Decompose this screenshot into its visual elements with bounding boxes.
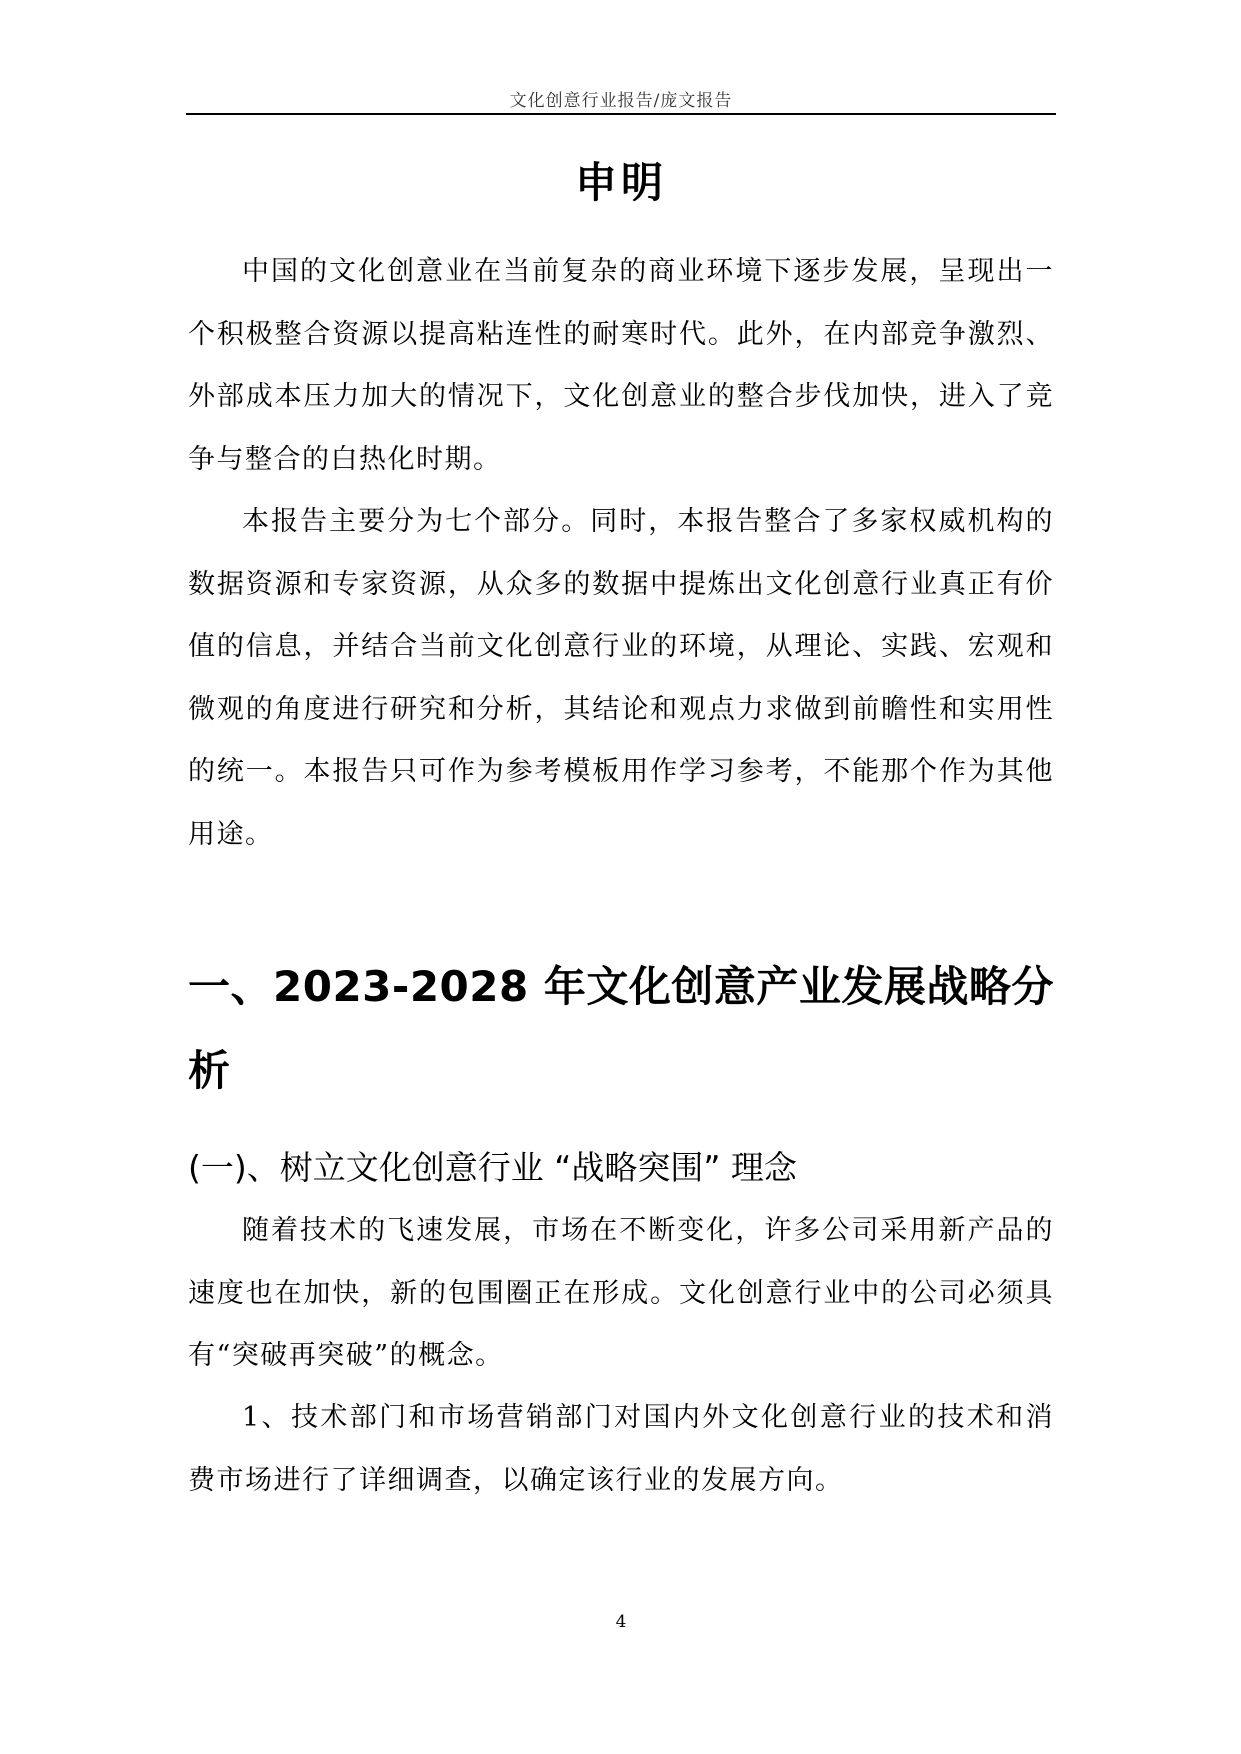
body-paragraph-1: 随着技术的飞速发展，市场在不断变化，许多公司采用新产品的速度也在加快，新的包围圈正在形成。文化创意行业中的公司必须具有“突破再突破”的概念。: [188, 1215, 1054, 1371]
section-heading: 一、2023-2028 年文化创意产业发展战略分析: [188, 962, 1054, 1095]
header-divider: [186, 113, 1056, 115]
page-number: 4: [615, 1612, 627, 1632]
subsection-heading: (一)、树立文化创意行业 “战略突围” 理念: [188, 1148, 797, 1187]
declaration-title: 申明: [574, 158, 667, 207]
body-paragraph-2: 1、技术部门和市场营销部门对国内外文化创意行业的技术和消费市场进行了详细调查，以确定该行业的发展方向。: [188, 1402, 1054, 1496]
declaration-paragraph-1: 中国的文化创意业在当前复杂的商业环境下逐步发展，呈现出一个积极整合资源以提高粘连性的耐寒时代。此外，在内部竞争激烈、外部成本压力加大的情况下，文化创意业的整合步伐加快，进入了竞争与整合的白热化时期。: [188, 256, 1054, 475]
declaration-paragraph-2: 本报告主要分为七个部分。同时，本报告整合了多家权威机构的数据资源和专家资源，从众多的数据中提炼出文化创意行业真正有价值的信息，并结合当前文化创意行业的环境，从理论、实践、宏观和微观的角度进行研究和分析，其结论和观点力求做到前瞻性和实用性的统一。本报告只可作为参考模板用作学习参考，不能那个作为其他用途。: [188, 506, 1054, 850]
running-header: 文化创意行业报告/庞文报告: [509, 91, 733, 111]
